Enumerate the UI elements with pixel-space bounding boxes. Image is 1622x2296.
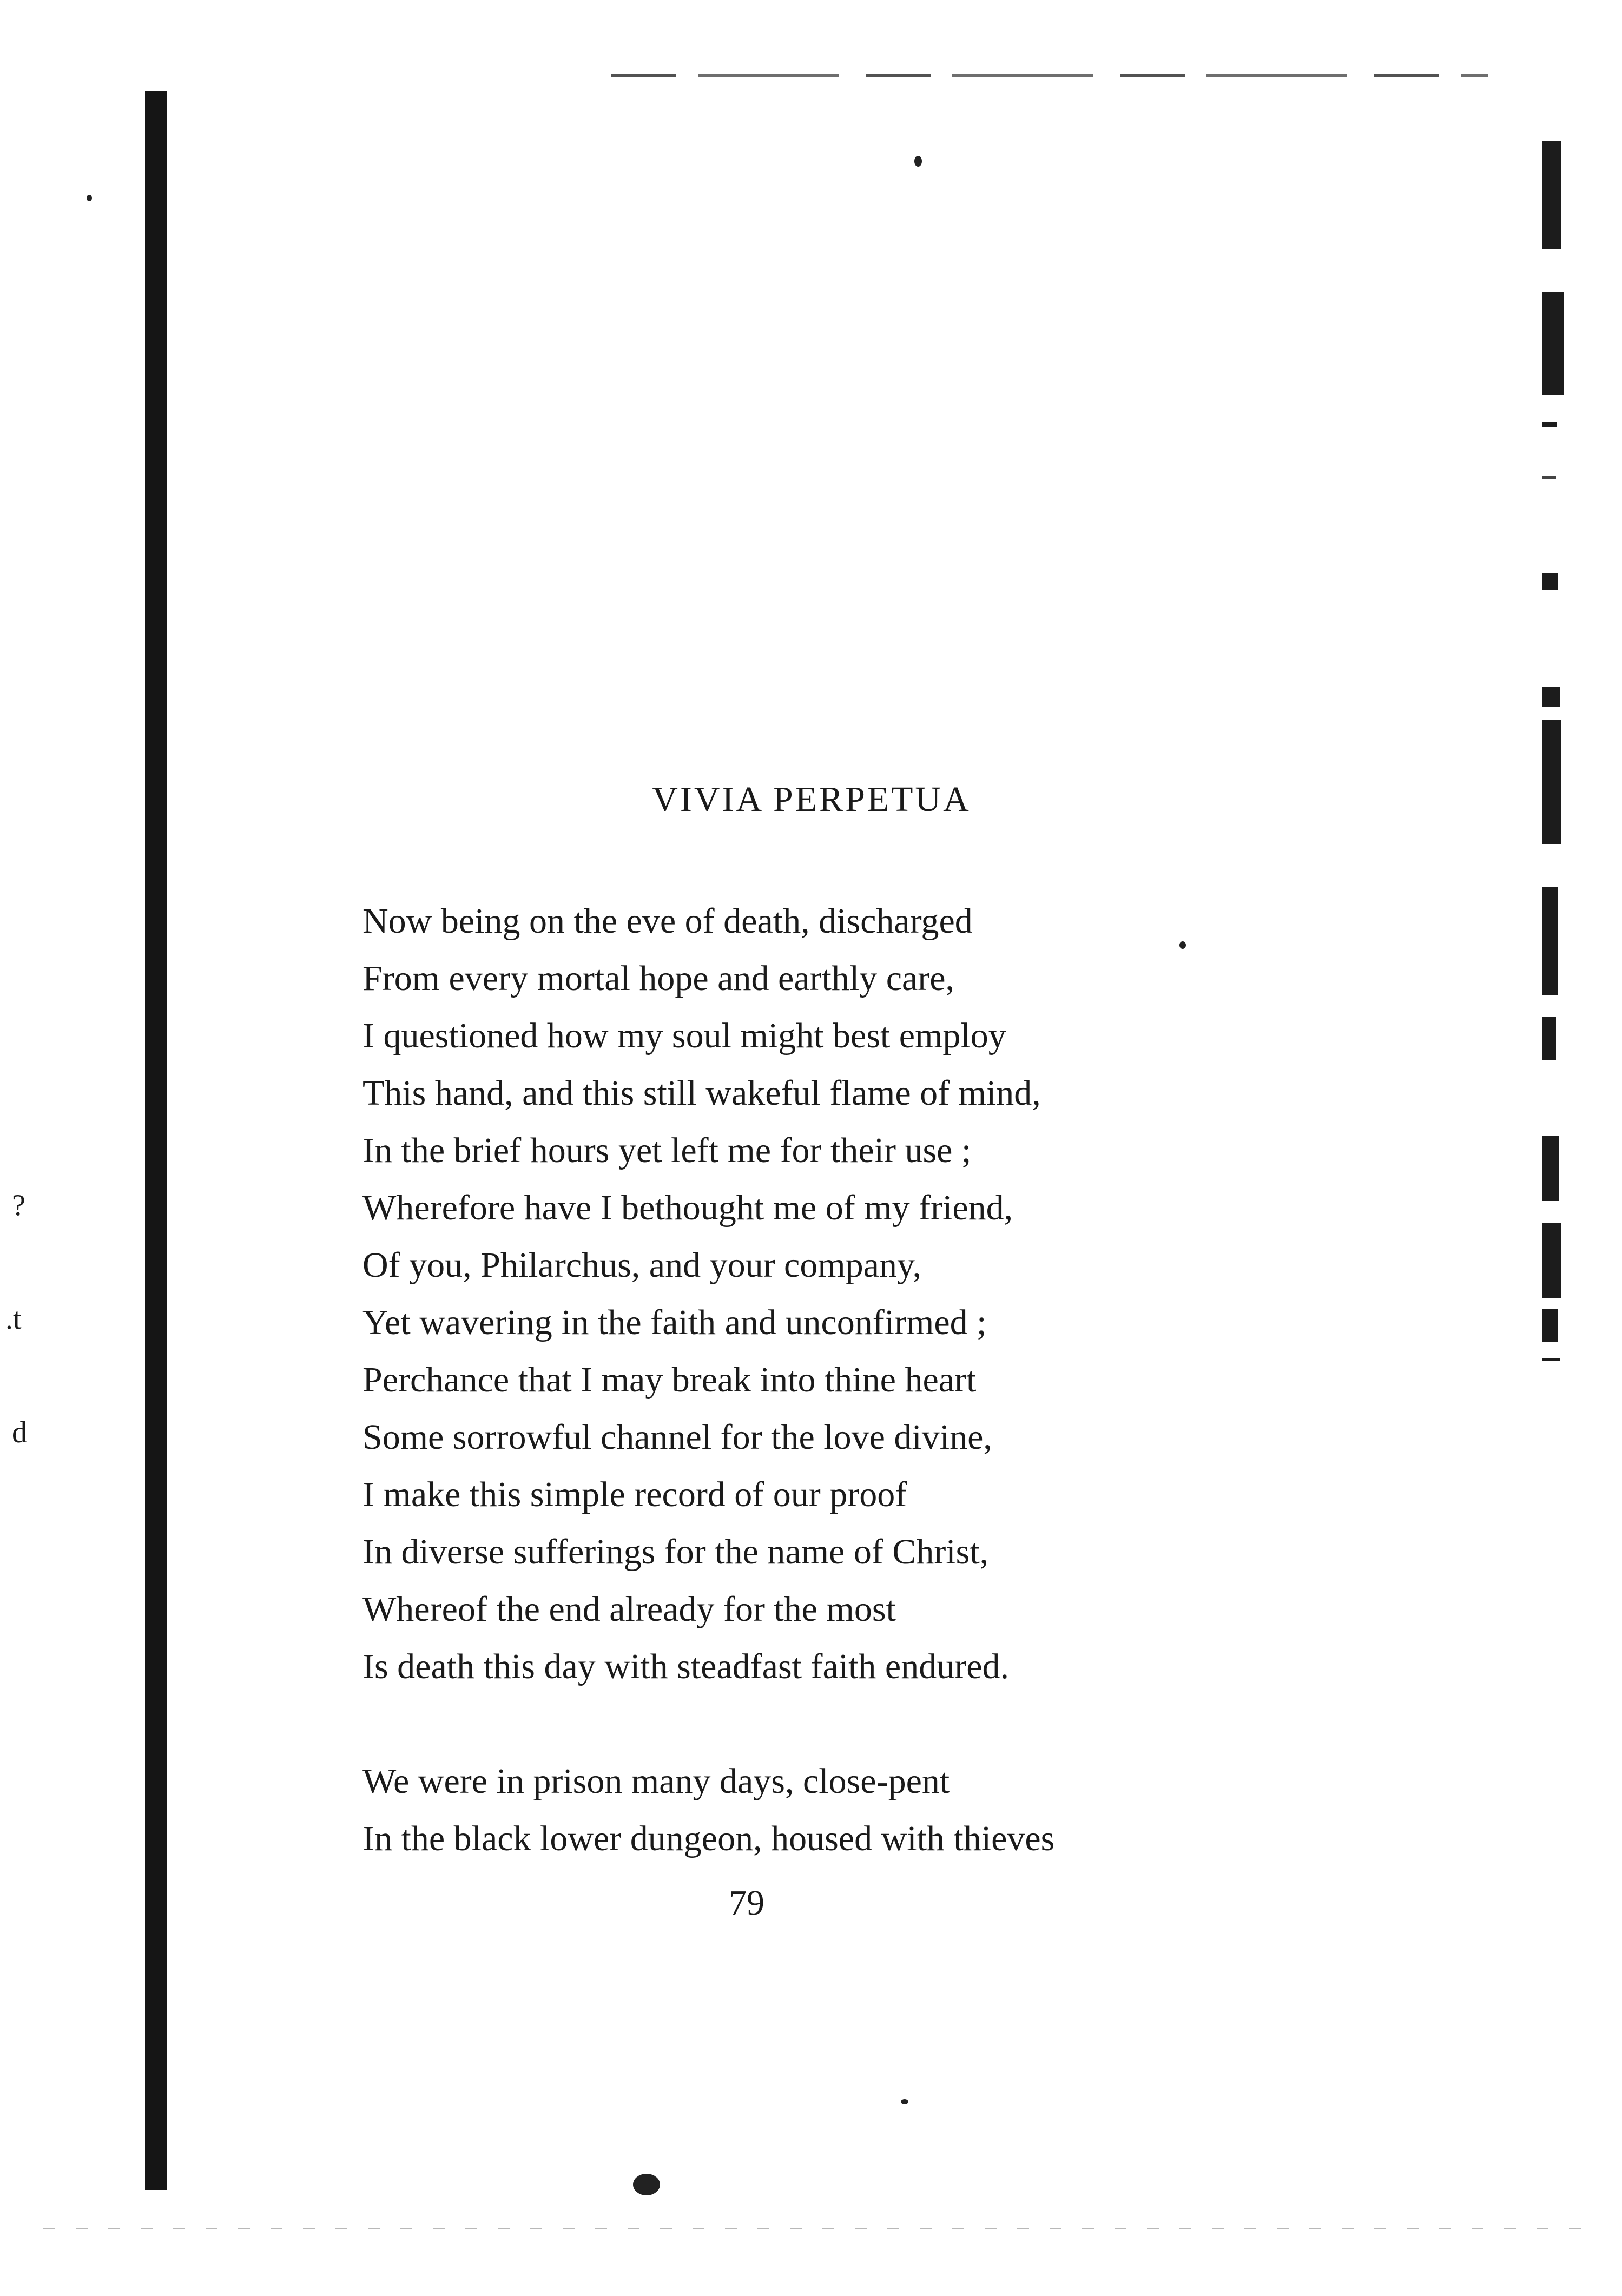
stanza: [362, 893, 1282, 1695]
poem-line: Wherefore have I bethought me of my friend,: [362, 1188, 1013, 1228]
poem-line: Some sorrowful channel for the love divine,: [362, 1417, 992, 1457]
poem-line: I make this simple record of our proof: [362, 1475, 907, 1514]
stanza: [362, 1753, 1282, 1868]
poem-line: Perchance that I may break into thine heart: [362, 1360, 977, 1400]
poem-line: Now being on the eve of death, discharged: [362, 901, 973, 941]
ink-speck: [633, 2174, 660, 2195]
poem-body: [362, 893, 1282, 1868]
poem-line: Yet wavering in the faith and unconfirmed ;: [362, 1303, 987, 1342]
poem-line: Is death this day with steadfast faith endured.: [362, 1647, 1009, 1686]
poem-line: Of you, Philarchus, and your company,: [362, 1245, 922, 1285]
poem-line: Whereof the end already for the most: [362, 1589, 896, 1629]
edge-marks: [1531, 97, 1591, 1396]
gutter-bar: [145, 91, 167, 2190]
page-number: 79: [729, 1883, 764, 1923]
bottom-rule: [43, 2228, 1585, 2229]
poem-line: We were in prison many days, close-pent: [362, 1761, 950, 1801]
poem-line: This hand, and this still wakeful flame of mind,: [362, 1073, 1041, 1113]
ink-speck: [87, 195, 92, 201]
margin-fragment: d: [12, 1416, 27, 1449]
poem-line: I questioned how my soul might best employ: [362, 1016, 1006, 1055]
top-rule: [611, 74, 1488, 77]
poem-line: In diverse sufferings for the name of Christ,: [362, 1532, 989, 1572]
margin-fragment: .t: [5, 1302, 22, 1336]
poem-line: In the black lower dungeon, housed with thieves: [362, 1819, 1055, 1858]
poem-line: In the brief hours yet left me for their use ;: [362, 1131, 972, 1170]
poem-title: VIVIA PERPETUA: [652, 780, 971, 819]
ink-speck: [914, 156, 922, 167]
poem-line: From every mortal hope and earthly care,: [362, 959, 955, 998]
ink-speck: [901, 2099, 908, 2104]
margin-fragment: ?: [12, 1189, 25, 1222]
